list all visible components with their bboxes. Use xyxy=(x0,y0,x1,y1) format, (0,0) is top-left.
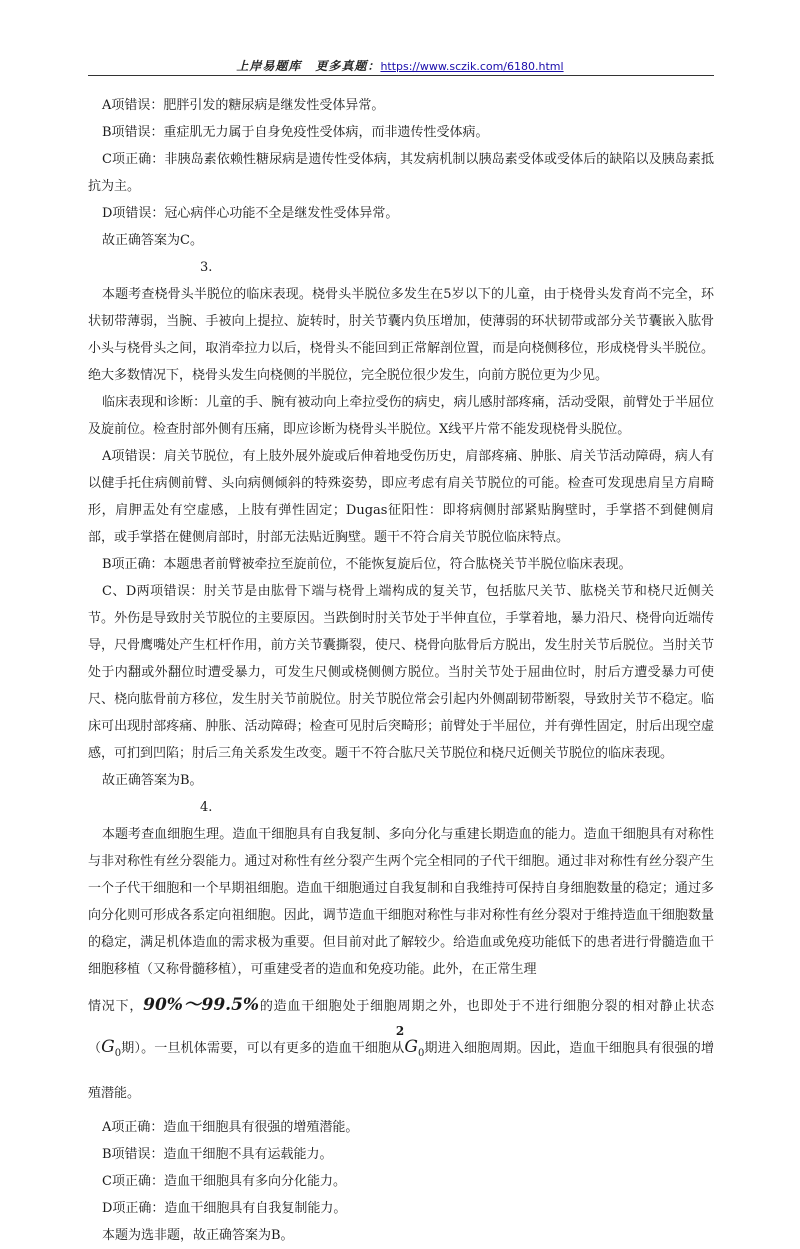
header-rule xyxy=(88,75,714,76)
paragraph: A项错误：肩关节脱位，有上肢外展外旋或后伸着地受伤历史，肩部疼痛、肿胀、肩关节活动障碍，病人有以健手托住病侧前臂、头向病侧倾斜的特殊姿势，即应考虑有肩关节脱位的可能。检查可发现患肩呈方肩畸形，肩胛盂处有空虚感，上肢有弹性固定；Dugas征阳性：即将病侧肘部紧贴胸壁时，手掌搭不到健侧肩部，或手掌搭在健侧肩部时，肘部无法贴近胸壁。题干不符合肩关节脱位临床特点。 xyxy=(88,449,714,545)
paragraph: 临床表现和诊断：儿童的手、腕有被动向上牵拉受伤的病史，病儿感肘部疼痛，活动受限，前臂处于半屈位及旋前位。检查肘部外侧有压痛，即应诊断为桡骨头半脱位。X线平片常不能发现桡骨头脱位。 xyxy=(88,395,714,437)
paragraph: C项正确：非胰岛素依赖性糖尿病是遗传性受体病，其发病机制以胰岛素受体或受体后的缺陷以及胰岛素抵抗为主。 xyxy=(88,152,714,194)
question-number: 3. xyxy=(200,260,213,275)
text-run: 的造血干细胞处于细胞周期之外，也即处于不进行细胞分裂的相对静止状态（ xyxy=(88,999,714,1056)
text-run: 情况下， xyxy=(88,999,144,1014)
text-run: 期）。一旦机体需要，可以有更多的造血干细胞从 xyxy=(121,1041,405,1056)
question-number: 4. xyxy=(200,800,213,815)
paragraph: B项正确：本题患者前臂被牵拉至旋前位，不能恢复旋后位，符合肱桡关节半脱位临床表现。 xyxy=(102,557,632,572)
paragraph: B项错误：造血干细胞不具有运载能力。 xyxy=(102,1147,333,1162)
paragraph: 本题考查血细胞生理。造血干细胞具有自我复制、多向分化与重建长期造血的能力。造血干细胞具有对称性与非对称性有丝分裂能力。通过对称性有丝分裂产生两个完全相同的子代干细胞。通过非对称性有丝分裂产生一个子代干细胞和一个早期祖细胞。造血干细胞通过自我复制和自我维持可保持自身细胞数量的稳定；通过多向分化则可形成各系定向祖细胞。因此，调节造血干细胞对称性与非对称性有丝分裂对于维持造血干细胞数量的稳定，满足机体造血的需求极为重要。但目前对此了解较少。给造血或免疫功能低下的患者进行骨髓造血干细胞移植（又称骨髓移植），可重建受者的造血和免疫功能。此外，在正常生理 xyxy=(88,827,714,977)
paragraph: A项错误：肥胖引发的糖尿病是继发性受体异常。 xyxy=(102,98,385,113)
header-brand: 上岸易题库 xyxy=(236,59,302,73)
g-subscript: 0 xyxy=(114,1048,122,1059)
paragraph: D项正确：造血干细胞具有自我复制能力。 xyxy=(102,1201,347,1216)
paragraph: C、D两项错误：肘关节是由肱骨下端与桡骨上端构成的复关节，包括肱尺关节、肱桡关节和桡尺近侧关节。外伤是导致肘关节脱位的主要原因。当跌倒时肘关节处于半伸直位，手掌着地，暴力沿尺、桡骨向近端传导，尺骨鹰嘴处产生杠杆作用，前方关节囊撕裂，使尺、桡骨向肱骨后方脱出，发生肘关节后脱位。当肘关节处于内翻或外翻位时遭受暴力，可发生尺侧或桡侧侧方脱位。当肘关节处于屈曲位时，肘后方遭受暴力可使尺、桡向肱骨前方移位，发生肘关节前脱位。肘关节脱位常会引起内外侧副韧带断裂，导致肘关节不稳定。临床可出现肘部疼痛、肿胀、活动障碍；检查可见肘后突畸形；前臂处于半屈位，并有弹性固定，肘后出现空虚感，可扪到凹陷；肘后三角关系发生改变。题干不符合肱尺关节脱位和桡尺近侧关节脱位的临床表现。 xyxy=(88,584,714,761)
page-number: 2 xyxy=(395,1024,405,1038)
g-symbol: G xyxy=(101,1037,115,1057)
paragraph: 本题为选非题，故正确答案为B。 xyxy=(102,1228,294,1243)
paragraph: D项错误：冠心病伴心功能不全是继发性受体异常。 xyxy=(102,206,399,221)
paragraph: 本题考查桡骨头半脱位的临床表现。桡骨头半脱位多发生在5岁以下的儿童，由于桡骨头发育尚不完全，环状韧带薄弱，当腕、手被向上提拉、旋转时，肘关节囊内负压增加，使薄弱的环状韧带或部分关节囊嵌入肱骨小头与桡骨头之间，取消牵拉力以后，桡骨头不能回到正常解剖位置，而是向桡侧移位，形成桡骨头半脱位。绝大多数情况下，桡骨头发生向桡侧的半脱位，完全脱位很少发生，向前方脱位更为少见。 xyxy=(88,287,714,383)
header-url-link[interactable]: https://www.sczik.com/6180.html xyxy=(380,60,564,73)
percentage-range: 90%～99.5% xyxy=(143,995,260,1015)
paragraph: 故正确答案为B。 xyxy=(102,773,203,788)
g-symbol: G xyxy=(404,1037,418,1057)
document-body xyxy=(88,92,714,1249)
page-header xyxy=(0,57,800,74)
paragraph: 故正确答案为C。 xyxy=(102,233,203,248)
formula-paragraph xyxy=(88,985,714,1114)
paragraph: B项错误：重症肌无力属于自身免疫性受体病，而非遗传性受体病。 xyxy=(102,125,489,140)
text-run: 期进入细胞周期。因此，造血干细胞具有很强的增殖潜能。 xyxy=(88,1041,714,1101)
paragraph: C项正确：造血干细胞具有多向分化能力。 xyxy=(102,1174,346,1189)
header-more-label: 更多真题： xyxy=(315,59,381,73)
paragraph: A项正确：造血干细胞具有很强的增殖潜能。 xyxy=(102,1120,359,1135)
g-subscript: 0 xyxy=(418,1048,425,1059)
